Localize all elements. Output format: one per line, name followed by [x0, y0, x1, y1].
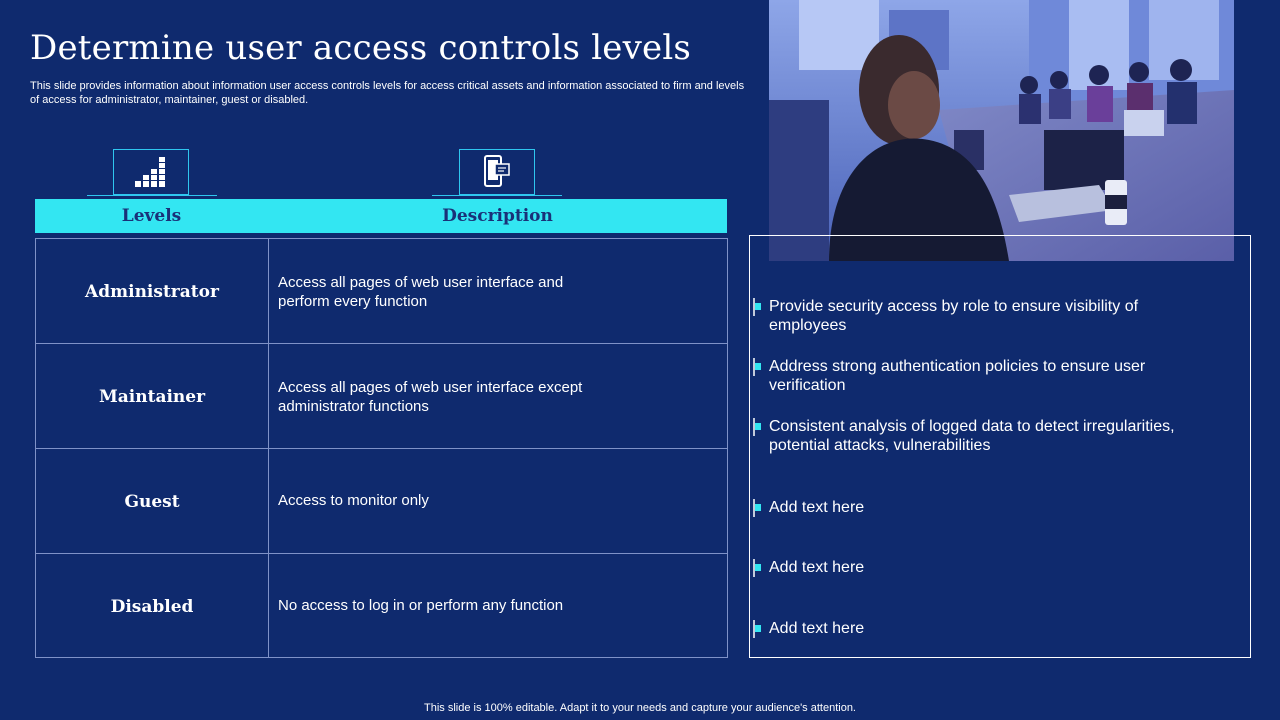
levels-icon-box [113, 149, 189, 195]
table-row [36, 553, 727, 659]
bullet-marker-icon [752, 417, 762, 437]
bullet-text: Provide security access by role to ensure visibility of employees [769, 298, 1139, 334]
meeting-photo-illustration [769, 0, 1234, 261]
table-header-bar [35, 199, 727, 233]
bullet-marker-icon [752, 558, 762, 578]
row-description: Access to monitor only [278, 492, 429, 509]
bullet-marker-icon [752, 619, 762, 639]
row-description: Access all pages of web user interface except administrator functions [278, 379, 583, 415]
slide-title: Determine user access controls levels [30, 28, 692, 68]
key-points-panel [749, 235, 1251, 658]
slide-footer: This slide is 100% editable. Adapt it to your needs and capture your audience's attention. [424, 702, 856, 714]
bullet-text: Add text here [769, 620, 865, 637]
bullet-text: Add text here [769, 499, 865, 516]
row-level: Administrator [85, 281, 219, 302]
bullet-marker-icon [752, 357, 762, 377]
row-level: Guest [124, 491, 180, 512]
header-description: Description [442, 206, 553, 226]
description-icon-underline [432, 195, 562, 196]
row-level: Disabled [110, 596, 194, 617]
table-row [36, 343, 727, 449]
row-description: Access all pages of web user interface and perform every function [278, 274, 564, 310]
bullet-text: Address strong authentication policies to ensure user verification [769, 358, 1146, 394]
bullet-marker-icon [752, 297, 762, 317]
header-levels: Levels [121, 206, 182, 226]
bullet-text: Add text here [769, 559, 865, 576]
row-description: No access to log in or perform any function [278, 597, 564, 614]
row-level: Maintainer [98, 386, 206, 407]
description-icon-box [459, 149, 535, 195]
mobile-document-icon [481, 155, 513, 189]
levels-icon-underline [87, 195, 217, 196]
bar-chart-icon [133, 155, 169, 189]
bullet-marker-icon [752, 498, 762, 518]
table-row [36, 448, 727, 554]
access-levels-table [35, 238, 728, 658]
bullet-text: Consistent analysis of logged data to detect irregularities, potential attacks, vulnerabilities [769, 418, 1175, 454]
slide-subtitle: This slide provides information about information user access controls levels for access critical assets and information associated to firm and levels of access for administrator, maintainer, guest or disabled. [30, 80, 745, 106]
table-row [36, 239, 727, 344]
meeting-photo [769, 0, 1234, 261]
